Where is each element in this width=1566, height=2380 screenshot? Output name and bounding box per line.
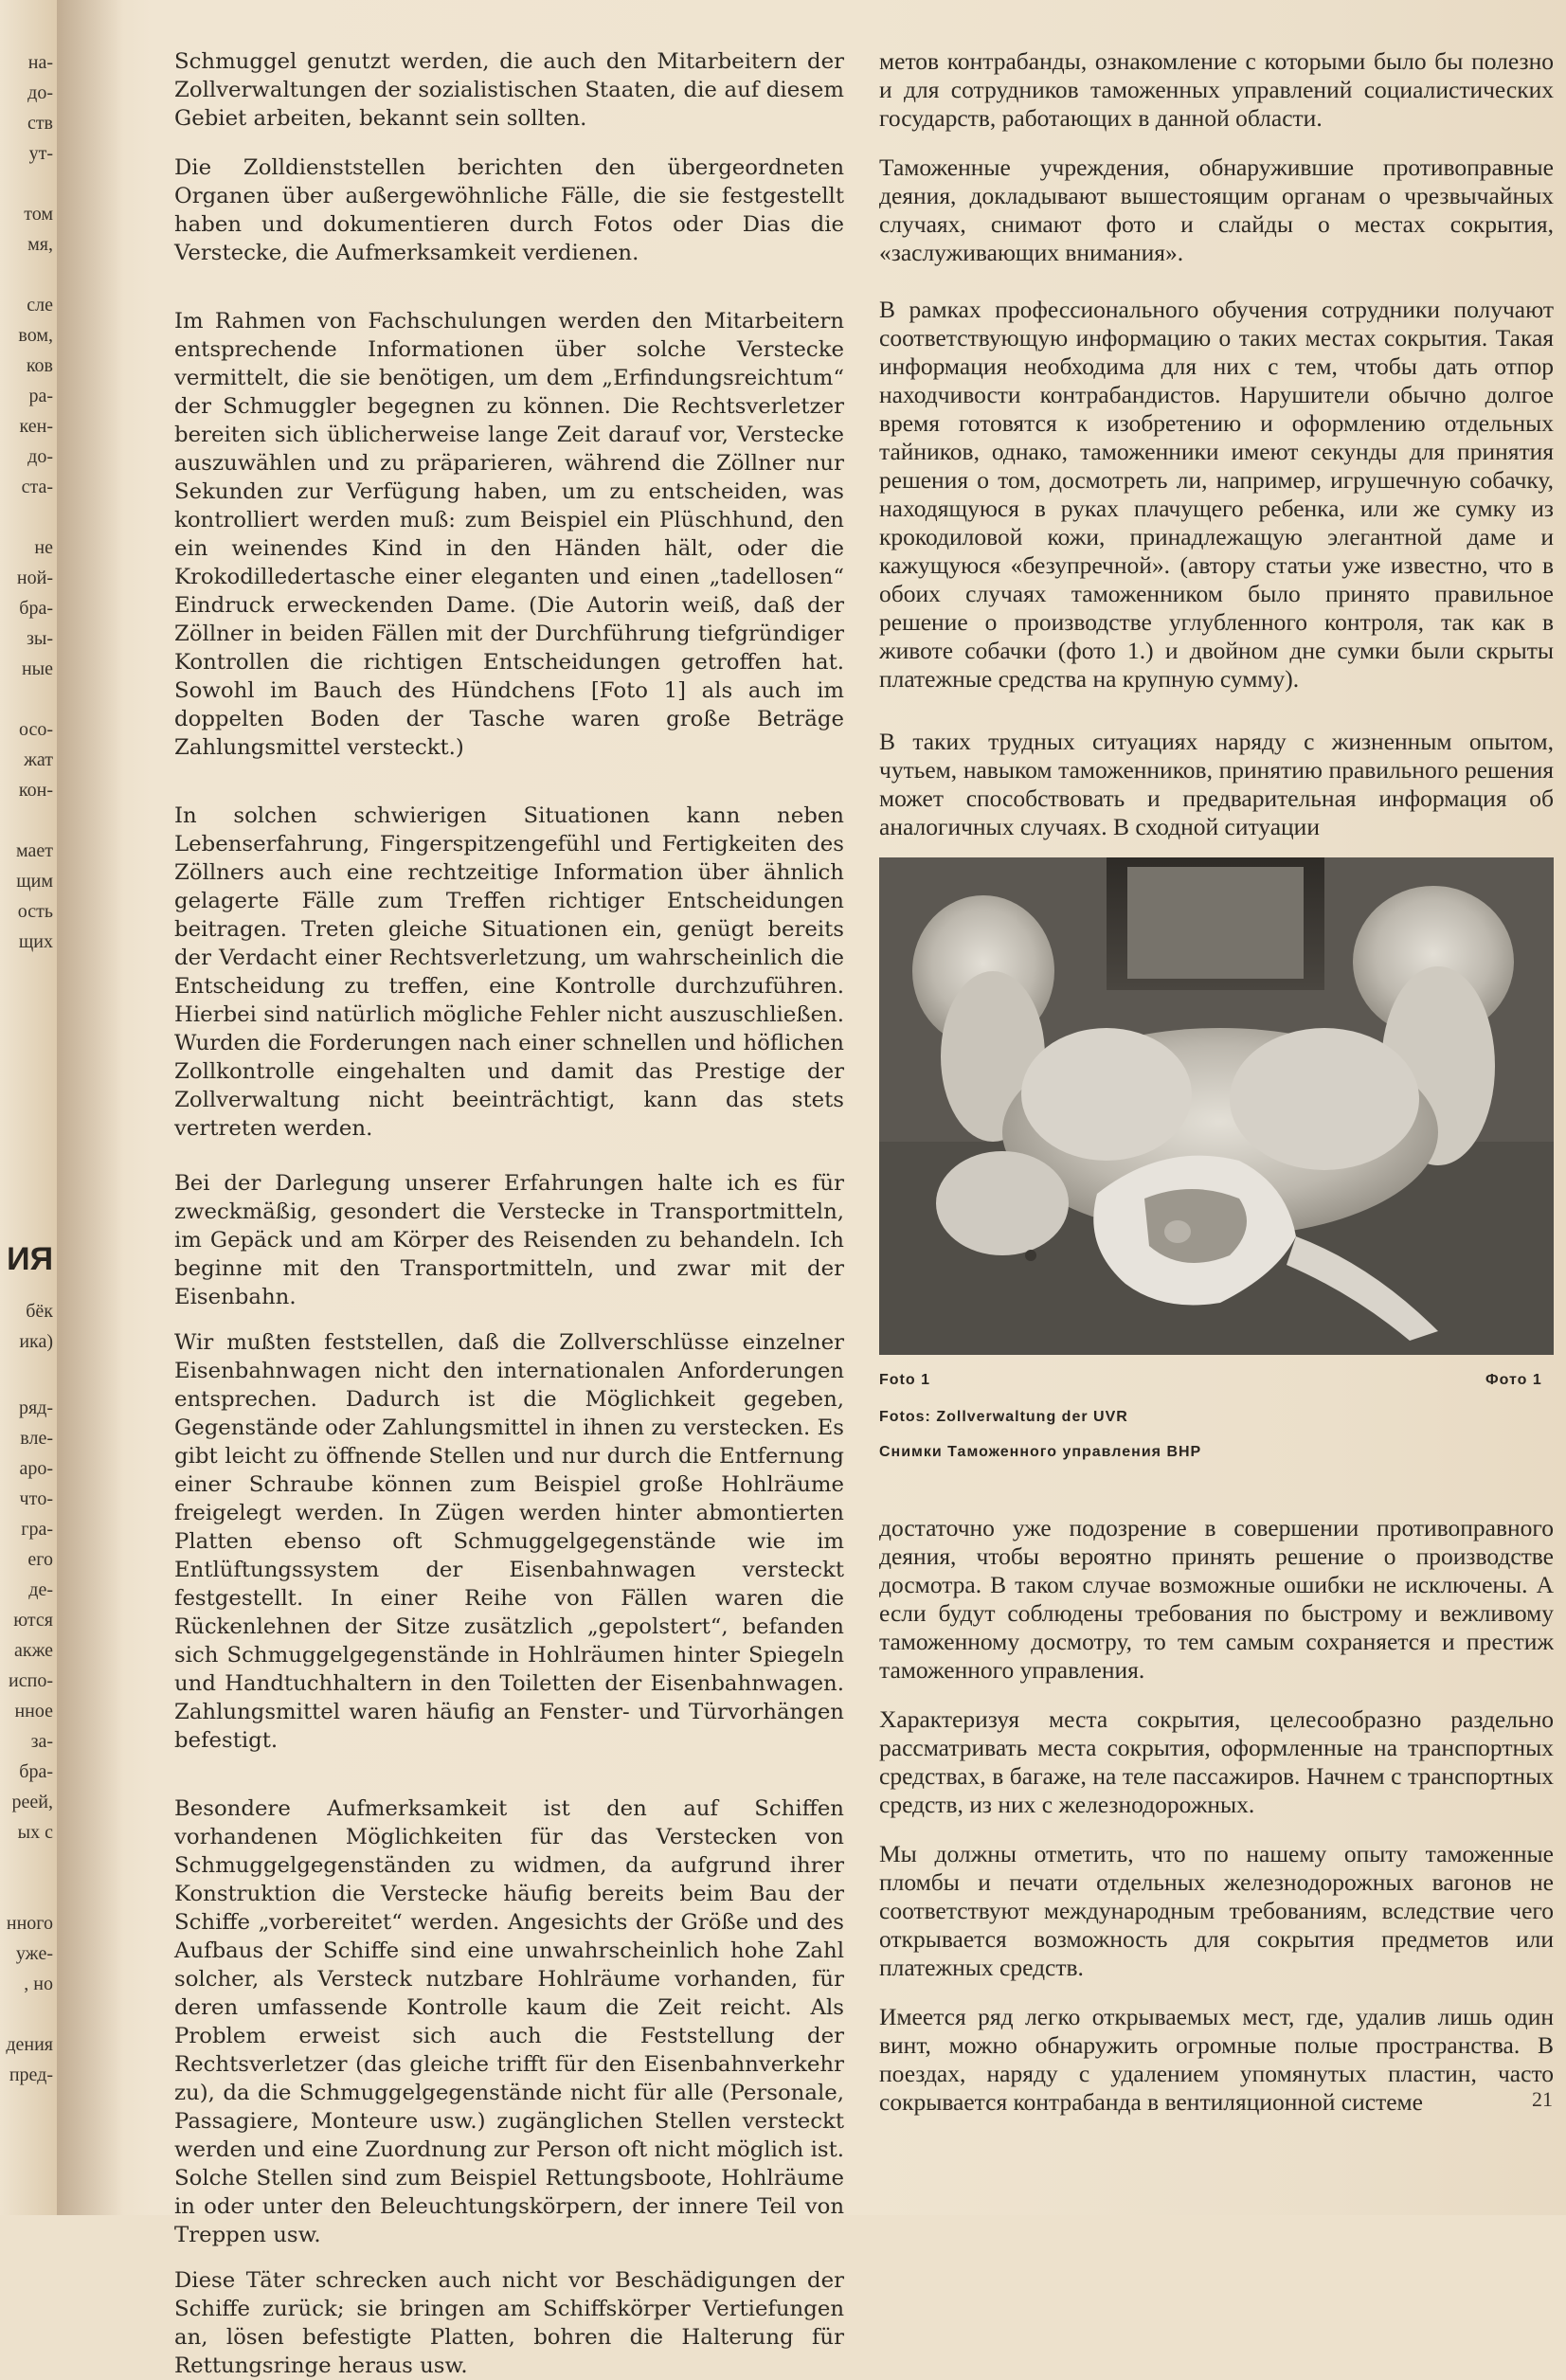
- plush-dog-image: [879, 857, 1554, 1355]
- previous-page-fragment-line: зы-: [27, 628, 53, 649]
- german-paragraph: Besondere Aufmerksamkeit ist den auf Schiffen vorhandenen Möglichkeiten für das Verstecken von Schmuggelgegenständen zu widmen, da aufgrund ihrer Konstruktion die Verstecke häufig bereits beim Bau der Schiffe „vorbereitet“ werden. Angesichts der Größe und des Aufbaus der Schiffe sind eine unwahrscheinlich hohe Zahl solcher, als Versteck nutzbare Hohlräume vorhanden, für deren umfassende Kontrolle kaum die Zeit reicht. Als Problem erweist sich auch die Feststellung der Rechtsverletzer (das gleiche trifft für den Eisenbahnverkehr zu), da die Schmuggelgegenstände nicht für alle (Personale, Passagiere, Monteure usw.) zugänglichen Stellen versteckt werden und eine Zuordnung zur Person oft nicht möglich ist. Solche Stellen sind zum Beispiel Rettungsboote, Hohlräume in oder unter den Beleuchtungskörpern, der innere Teil von Treppen usw.: [174, 1796, 844, 2247]
- previous-page-fragment-line: ика): [19, 1331, 53, 1352]
- previous-page-fragment-line: кон-: [18, 780, 53, 801]
- russian-paragraph: В таких трудных ситуациях наряду с жизненным опытом, чутьем, навыком таможенников, принятию правильного решения может способствовать и предварительная информация об аналогичных случаях. В сходной ситуации: [879, 728, 1554, 840]
- german-paragraph: Wir mußten feststellen, daß die Zollverschlüsse einzelner Eisenbahnwagen nicht den internationalen Anforderungen entsprechen. Dadurch ist die Möglichkeit gegeben, Gegenstände oder Zahlungsmittel in ihnen zu verstecken. Es gibt leicht zu öffnende Stellen und nur durch die Entfernung einer Schraube können zum Beispiel große Hohlräume freigelegt werden. In Zügen werden hinter abmontierten Platten ebenso oft Schmuggelgegenstände wie im Entlüftungssystem der Eisenbahnwagen versteckt festgestellt. In einer Reihe von Fällen waren die Rückenlehnen der Sitze zusätzlich „gepolstert“, befanden sich Schmuggelgegenstände in Hohlräumen hinter Spiegeln und Handtuchhaltern in den Toiletten der Eisenbahnwagen. Zahlungsmittel waren häufig an Fenster- und Türvorhängen befestigt.: [174, 1330, 844, 1753]
- previous-page-fragment-line: ств: [27, 113, 53, 134]
- previous-page-fragment-line: щим: [16, 871, 53, 892]
- photo-credit-german: Fotos: Zollverwaltung der UVR: [879, 1409, 1128, 1425]
- previous-page-fragment-line: ков: [26, 355, 53, 376]
- previous-page-edge: [0, 0, 57, 2215]
- russian-column-top: [879, 47, 1554, 841]
- previous-page-fragment-line: мя,: [27, 234, 53, 255]
- german-paragraph: Diese Täter schrecken auch nicht vor Beschädigungen der Schiffe zurück; sie bringen am Schiffskörper Vertiefungen an, lösen befestigte Platten, bohren die Halterung für Rettungsringe heraus usw.: [174, 2268, 844, 2378]
- german-paragraph: Bei der Darlegung unserer Erfahrungen halte ich es für zweckmäßig, gesondert die Verstecke in Transportmitteln, im Gepäck und am Körper des Reisenden zu behandeln. Ich beginne mit den Transportmitteln, und zwar mit der Eisenbahn.: [174, 1171, 844, 1309]
- previous-page-fragment-line: акже: [13, 1640, 53, 1661]
- previous-page-fragment-line: пред-: [9, 2064, 53, 2085]
- previous-page-fragment-line: нное: [14, 1701, 53, 1722]
- previous-page-fragment-line: ста-: [21, 477, 53, 497]
- previous-page-fragment-line: испо-: [9, 1670, 53, 1691]
- previous-page-fragment-line: ные: [21, 658, 53, 679]
- previous-page-fragment-line: нного: [6, 1913, 53, 1934]
- previous-page-fragment-line: бёк: [26, 1301, 53, 1322]
- russian-column-bottom: [879, 1514, 1554, 2117]
- previous-page-fragment-line: не: [34, 537, 53, 558]
- german-paragraph: In solchen schwierigen Situationen kann neben Lebenserfahrung, Fingerspitzengefühl und Fertigkeiten des Zöllners auch eine rechtzeitige Information über ähnlich gelagerte Fälle zum Treffen richtiger Entscheidungen beitragen. Treten gleiche Situationen ein, genügt bereits der Verdacht einer Rechtsverletzung, um wahrscheinlich die Entscheidung zu treffen, eine Kontrolle durchzuführen. Hierbei sind natürlich mögliche Fehler nicht auszuschließen. Wurden die Forderungen nach einer schnellen und höflichen Zollkontrolle eingehalten und damit das Prestige der Zollverwaltung nicht beeinträchtigt, kann das stets vertreten werden.: [174, 803, 844, 1141]
- german-column: [174, 47, 844, 2380]
- previous-page-fragment-line: бра-: [19, 1761, 53, 1782]
- previous-page-fragment-line: ной-: [16, 568, 53, 588]
- gutter-shadow: [57, 0, 123, 2215]
- previous-page-fragment-line: до-: [27, 82, 53, 103]
- previous-page-fragment-line: осо-: [18, 719, 53, 740]
- previous-page-fragment-line: вле-: [20, 1428, 53, 1449]
- previous-page-fragment-line: ряд-: [18, 1397, 53, 1418]
- german-paragraph: Im Rahmen von Fachschulungen werden den Mitarbeitern entsprechende Informationen über solche Verstecke vermittelt, die sie benötigen, um dem „Erfindungsreichtum“ der Schmuggler begegnen zu können. Die Rechtsverletzer bereiten sich üblicherweise lange Zeit darauf vor, Verstecke auszuwählen und zu präparieren, während die Zöllner nur Sekunden zur Verfügung haben, um zu entscheiden, was kontrolliert werden muß: zum Beispiel ein Plüschhund, den ein weinendes Kind in den Händen hält, oder die Krokodilledertasche einer eleganten und einen „tadellosen“ Eindruck erweckenden Dame. (Die Autorin weiß, daß der Zöllner in beiden Fällen mit der Durchführung tiefgründiger Kontrollen die richtigen Entscheidungen getroffen hat. Sowohl im Bauch des Hündchens [Foto 1] als auch im doppelten Boden der Tasche waren große Beträge Zahlungsmittel versteckt.): [174, 309, 844, 760]
- previous-page-fragment-line: [0, 169, 53, 199]
- photo-caption-russian: Фото 1: [1485, 1372, 1542, 1388]
- previous-page-fragment-line: дения: [6, 2034, 53, 2055]
- previous-page-fragment-line: [0, 805, 53, 836]
- photo-credit-russian: Снимки Таможенного управления ВНР: [879, 1444, 1202, 1460]
- russian-paragraph: достаточно уже подозрение в совершении противоправного деяния, чтобы вероятно принять решение о производстве досмотра. В таком случае возможные ошибки не исключены. А если будут соблюдены требования по быстрому и вежливому таможенному досмотру, то тем самым сохраняется и престиж таможенного управления.: [879, 1514, 1554, 1684]
- previous-page-fragment-line: щих: [18, 931, 53, 952]
- previous-page-fragment-line: его: [27, 1549, 53, 1570]
- page-number: 21: [1532, 2087, 1553, 2111]
- previous-page-fragment-line: ра-: [28, 386, 53, 406]
- previous-page-fragment-line: том: [24, 204, 53, 225]
- previous-page-fragment-line: де-: [28, 1579, 53, 1600]
- previous-page-fragment-line: , но: [24, 1974, 53, 1994]
- previous-page-fragment-line: кен-: [19, 416, 53, 437]
- previous-page-fragment-line: реей,: [11, 1792, 53, 1812]
- previous-page-fragment-line: [0, 684, 53, 714]
- previous-page-fragment-line: за-: [30, 1731, 53, 1752]
- german-paragraph: Schmuggel genutzt werden, die auch den Mitarbeitern der Zollverwaltungen der sozialistischen Staaten, die auf diesem Gebiet arbeiten, bekannt sein sollten.: [174, 49, 844, 131]
- previous-page-text-top: [0, 47, 57, 957]
- previous-page-fragment-line: [0, 502, 53, 532]
- previous-page-fragment-line: [0, 1999, 53, 2029]
- previous-page-text-mid: [0, 1296, 57, 1357]
- photo-caption-german: Foto 1: [879, 1372, 930, 1388]
- previous-page-fragment-line: мает: [15, 840, 53, 861]
- previous-page-fragment-line: до-: [27, 446, 53, 467]
- german-paragraph: Die Zolldienststellen berichten den übergeordneten Organen über außergewöhnliche Fälle, die sie festgestellt haben und dokumentieren durch Fotos oder Dias die Verstecke, die Aufmerksamkeit verdienen.: [174, 155, 844, 265]
- previous-page-fragment-line: гра-: [21, 1519, 53, 1540]
- previous-page-fragment-line: [0, 1878, 53, 1908]
- photo-plush-dog: [879, 857, 1554, 1355]
- russian-paragraph: Характеризуя места сокрытия, целесообразно раздельно рассматривать места сокрытия, оформленные на транспортных средствах, в багаже, на теле пассажиров. Начнем с транспортных средств, из них с железнодорожных.: [879, 1705, 1554, 1818]
- previous-page-heading: ИЯ: [7, 1241, 53, 1277]
- previous-page-text-bottom: [0, 1393, 57, 2090]
- previous-page-fragment-line: вом,: [18, 325, 53, 346]
- previous-page-fragment-line: ут-: [28, 143, 53, 164]
- russian-paragraph: Имеется ряд легко открываемых мест, где, удалив лишь один винт, можно обнаружить огромные полые пространства. В поездах, наряду с удалением упомянутых пластин, часто сокрывается контрабанда в вентиляционной системе: [879, 2003, 1554, 2116]
- previous-page-fragment-line: на-: [27, 52, 53, 73]
- russian-paragraph: В рамках профессионального обучения сотрудники получают соответствующую информацию о таких местах сокрытия. Такая информация необходима для них с тем, чтобы дать отпор находчивости контрабандистов. Нарушители обычно долгое время готовятся к изобретению и оформлению отдельных тайников, однако, таможенники имеют секунды для принятия решения о том, досмотреть ли, например, игрушечную собачку, находящуюся в руках плачущего ребенка, или же сумку из крокодиловой кожи, принадлежащую элегантной даме и кажущуюся «безупречной». (автору статьи уже известно, что в обоих случаях таможенником было принято правильное решение о производстве углубленного контроля, так как в животе собачки (фото 1.) и двойном дне сумки были скрыты платежные средства на крупную сумму).: [879, 296, 1554, 693]
- russian-paragraph: метов контрабанды, ознакомление с которыми было бы полезно и для сотрудников таможенных управлений социалистических государств, работающих в данной области.: [879, 47, 1554, 132]
- previous-page-fragment-line: сле: [27, 295, 53, 316]
- previous-page-fragment-line: аро-: [19, 1458, 53, 1479]
- previous-page-fragment-line: ость: [17, 901, 53, 922]
- previous-page-fragment-line: ются: [13, 1610, 53, 1631]
- previous-page-fragment-line: [0, 1848, 53, 1878]
- previous-page-fragment-line: жат: [24, 749, 53, 770]
- previous-page-fragment-line: бра-: [19, 598, 53, 619]
- previous-page-fragment-line: ужe-: [15, 1943, 53, 1964]
- russian-paragraph: Таможенные учреждения, обнаружившие противоправные деяния, докладывают вышестоящим органам о чрезвычайных случаях, снимают фото и слайды о местах сокрытия, «заслуживающих внимания».: [879, 153, 1554, 266]
- previous-page-fragment-line: [0, 260, 53, 290]
- previous-page-fragment-line: ых с: [17, 1822, 53, 1843]
- previous-page-fragment-line: чтo-: [19, 1488, 53, 1509]
- russian-paragraph: Мы должны отметить, что по нашему опыту таможенные пломбы и печати отдельных железнодорожных вагонов не соответствуют международным требованиям, вследствие чего открывается возможность для сокрытия предметов или платежных средств.: [879, 1840, 1554, 1981]
